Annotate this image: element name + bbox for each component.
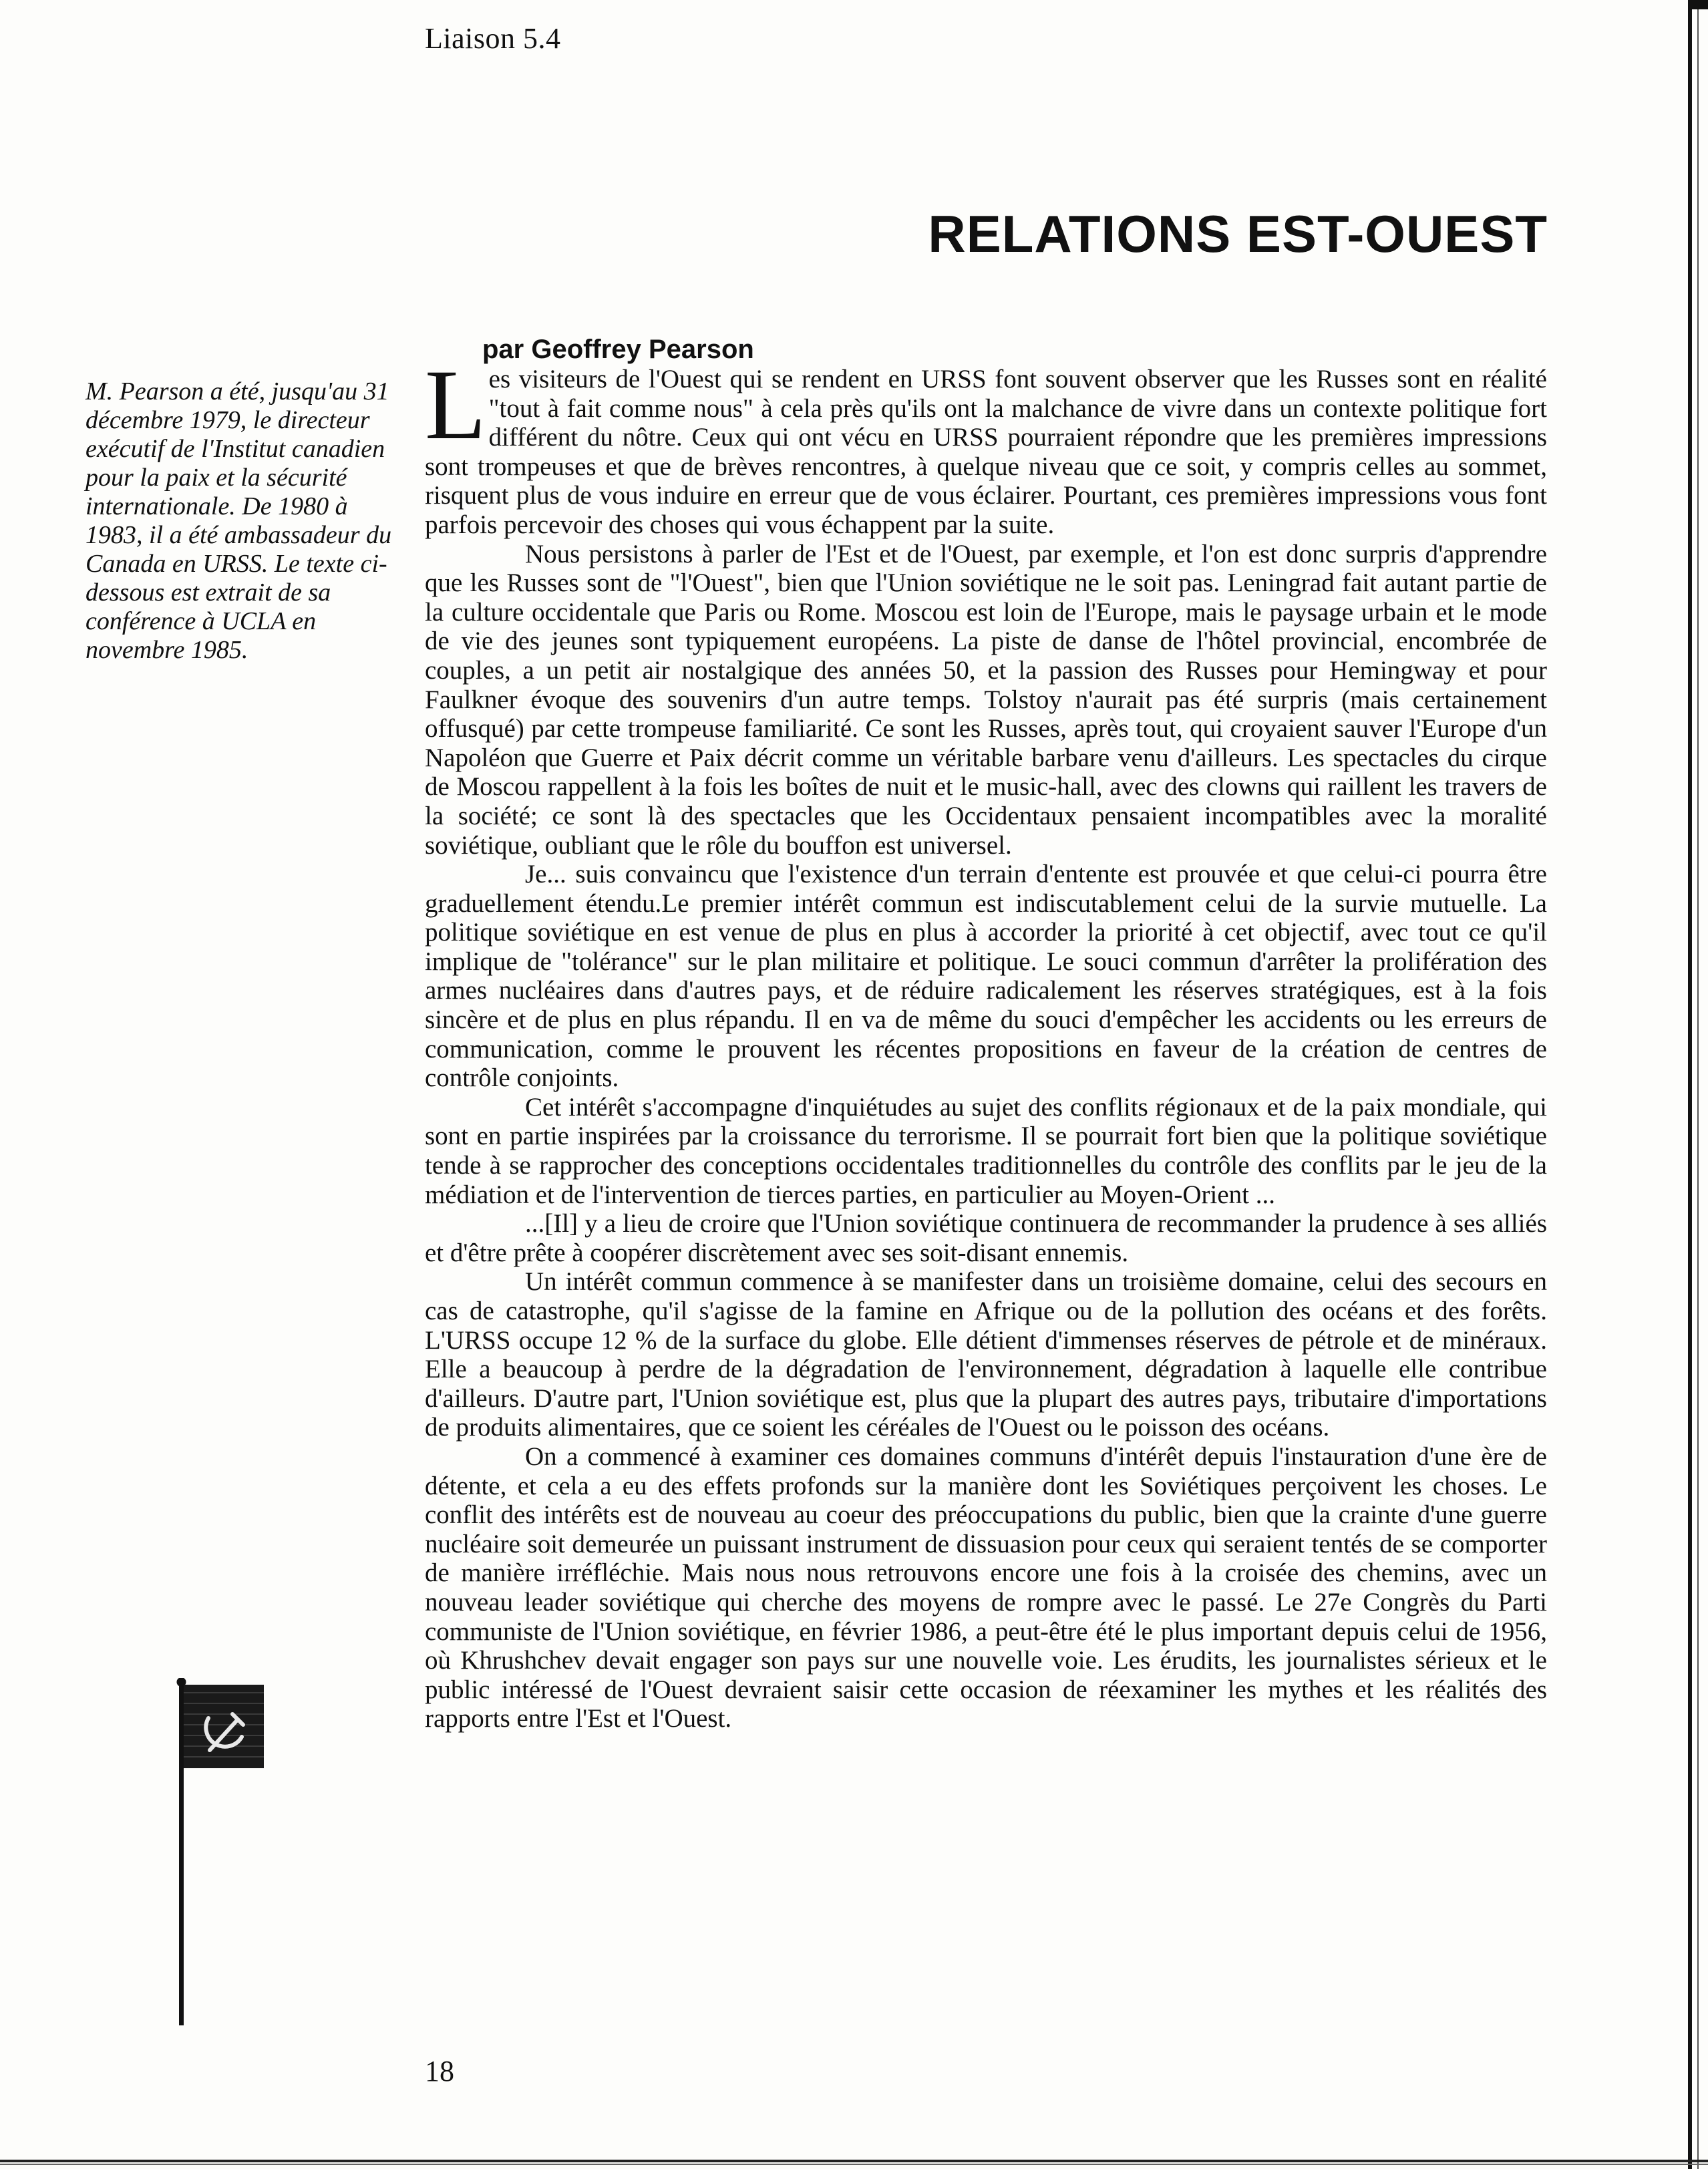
article-paragraph-3: Je... suis convaincu que l'existence d'un terrain d'entente est prouvée et que celui-ci pourra être graduellement étendu.Le premier intérêt commun est indiscutablement celui de la survie mutuelle. La politique soviétique en est venue de plus en plus à accorder la priorité à cet objectif, avec tout ce qu'il implique de "tolérance" sur le plan militaire et politique. Le souci commun d'arrêter la prolifération des armes nucléaires dans d'autres pays, et de réduire radicalement les réserves stratégiques, est à la fois sincère et de plus en plus répandu. Il en va de même du souci d'empêcher les accidents ou les erreurs de communication, comme le prouvent les récentes propositions en faveur de la création de centres de contrôle conjoints. <box>425 860 1547 1093</box>
byline: par Geoffrey Pearson <box>482 335 754 364</box>
article-paragraph-7: On a commencé à examiner ces domaines communs d'intérêt depuis l'instauration d'une ère de détente, et cela a eu des effets profonds sur la manière dont les Soviétiques perçoivent les choses. Le conflit des intérêts est de nouveau au coeur des préoccupations du public, bien que la crainte d'une guerre nucléaire soit demeurée un puissant instrument de dissuasion pour ceux qui seraient tentés de se comporter de manière irréfléchie. Mais nous nous retrouvons encore une fois à la croisée des chemins, avec un nouveau leader soviétique qui cherche des moyens de rompre avec le passé. Le 27e Congrès du Parti communiste de l'Union soviétique, en février 1986, a peut-être été le plus important depuis celui de 1956, où Khrushchev devait engager son pays sur une nouvelle voie. Les érudits, les journalistes sérieux et le public intéressé de l'Ouest devraient saisir cette occasion de réexaminer les mythes et les réalités des rapports entre l'Est et l'Ouest. <box>425 1442 1547 1733</box>
article-paragraph-5: ...[Il] y a lieu de croire que l'Union soviétique continuera de recommander la prudence à ses alliés et d'être prête à coopérer discrètement avec ses soit-disant ennemis. <box>425 1209 1547 1267</box>
article-paragraph-2: Nous persistons à parler de l'Est et de l'Ouest, par exemple, et l'on est donc surpris d'apprendre que les Russes sont de "l'Ouest", bien que l'Union soviétique ne le soit pas. Leningrad fait autant partie de la culture occidentale que Paris ou Rome. Moscou est loin de l'Europe, mais le paysage urbain et le mode de vie des jeunes sont typiquement européens. La piste de danse de l'hôtel provincial, encombrée de couples, a un petit air nostalgique des années 50, et la passion des Russes pour Hemingway et pour Faulkner évoque des souvenirs d'un autre temps. Tolstoy n'aurait pas été surpris (mais certainement offusqué) par cette trompeuse familiarité. Ce sont les Russes, après tout, qui croyaient sauver l'Europe d'un Napoléon que Guerre et Paix décrit comme un véritable barbare venu d'ailleurs. Les spectacles du cirque de Moscou rappellent à la fois les boîtes de nuit et le music-hall, avec des clowns qui raillent les travers de la société; ce sont là des spectacles que les Occidentaux pensaient incompatibles avec la moralité soviétique, oubliant que le rôle du bouffon est universel. <box>425 539 1547 860</box>
paragraph-text: es visiteurs de l'Ouest qui se rendent en URSS font souvent observer que les Russes sont en réalité "tout à fait comme nous" à cela près qu'ils ont la malchance de vivre dans un contexte politique fort différent du nôtre. Ceux qui ont vécu en URSS pourraient répondre que les premières impressions sont trompeuses et que de brèves rencontres, à quelque niveau que ce soit, y compris celles au sommet, risquent plus de vous induire en erreur que de vous éclairer. Pourtant, ces premières impressions vous font parfois percevoir des choses qui vous échappent par la suite. <box>425 365 1547 539</box>
article-paragraph-4: Cet intérêt s'accompagne d'inquiétudes au sujet des conflits régionaux et de la paix mondiale, qui sont en partie inspirées par la croissance du terrorisme. Il se pourrait fort bien que la politique soviétique tende à se rapprocher des conceptions occidentales traditionnelles du contrôle des conflits par le jeu de la médiation et de l'intervention de tierces parties, en particulier au Moyen-Orient ... <box>425 1092 1547 1209</box>
article-paragraph-6: Un intérêt commun commence à se manifester dans un troisième domaine, celui des secours en cas de catastrophe, qu'il s'agisse de la famine en Afrique ou de la pollution des océans et des forêts. L'URSS occupe 12 % de la surface du globe. Elle détient d'immenses réserves de pétrole et de minéraux. Elle a beaucoup à perdre de la dégradation de l'environnement, dégradation à laquelle elle contribue d'ailleurs. D'autre part, l'Union soviétique est, plus que la plupart des autres pays, tributaire d'importations de produits alimentaires, que ce soient les céréales de l'Ouest ou le poisson des océans. <box>425 1267 1547 1442</box>
article-body <box>425 334 1547 1733</box>
running-header: Liaison 5.4 <box>425 22 561 55</box>
page-number: 18 <box>425 2055 454 2088</box>
soviet-flag-icon <box>175 1678 269 2025</box>
article-title: RELATIONS EST-OUEST <box>928 204 1548 263</box>
page-bottom-edge <box>0 2150 1708 2169</box>
drop-cap: L <box>425 349 486 460</box>
author-sidenote: M. Pearson a été, jusqu'au 31 décembre 1979, le directeur exécutif de l'Institut canadien pour la paix et la sécurité internationale. De 1980 à 1983, il a été ambassadeur du Canada en URSS. Le texte ci-dessous est extrait de sa conférence à UCLA en novembre 1985. <box>86 377 392 664</box>
page-edge-shadow <box>1661 0 1708 2169</box>
